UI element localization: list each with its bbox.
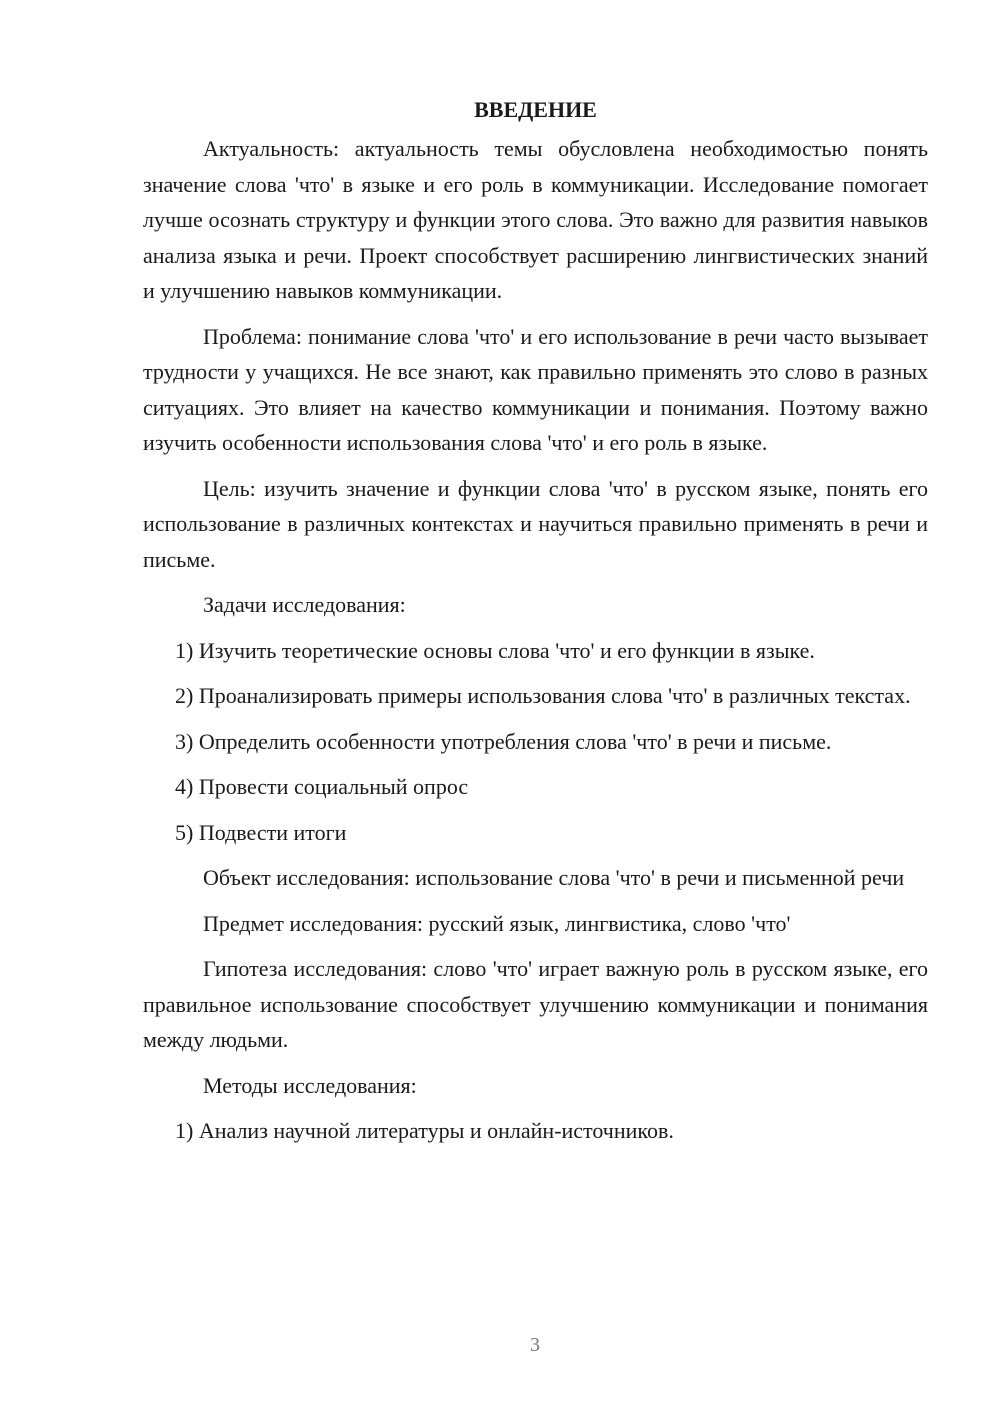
tasks-heading: Задачи исследования:: [203, 592, 406, 617]
page-content: [143, 92, 928, 1149]
paragraph-goal: Цель: изучить значение и функции слова 'что' в русском языке, понять его использование в различных контекстах и научиться правильно применять в речи и письме.: [143, 475, 928, 572]
task-item-5: 5) Подвести итоги: [175, 819, 347, 845]
task-item-2: 2) Проанализировать примеры использования слова 'что' в различных текстах.: [175, 683, 911, 708]
page-title: ВВЕДЕНИЕ: [474, 97, 597, 122]
paragraph-relevance: Актуальность: актуальность темы обусловлена необходимостью понять значение слова 'что' в языке и его роль в коммуникации. Исследование помогает лучше осознать структуру и функции этого слова. Это важно для развития навыков анализа языка и речи. Проект способствует расширению лингвистических знаний и улучшению навыков коммуникации.: [143, 136, 928, 303]
method-item-1: 1) Анализ научной литературы и онлайн-источников.: [175, 1118, 674, 1143]
task-item-4: 4) Провести социальный опрос: [175, 774, 469, 799]
paragraph-object: Объект исследования: использование слова 'что' в речи и письменной речи: [203, 865, 905, 890]
page-number: 3: [530, 1334, 540, 1356]
paragraph-hypothesis: Гипотеза исследования: слово 'что' играет важную роль в русском языке, его правильное использование способствует улучшению коммуникации и понимания между людьми.: [143, 956, 928, 1052]
task-item-3: 3) Определить особенности употребления слова 'что' в речи и письме.: [175, 728, 832, 754]
paragraph-subject: Предмет исследования: русский язык, лингвистика, слово 'что': [203, 910, 791, 936]
task-item-1: 1) Изучить теоретические основы слова 'что' и его функции в языке.: [175, 637, 815, 663]
paragraph-problem: Проблема: понимание слова 'что' и его использование в речи часто вызывает трудности у учащихся. Не все знают, как правильно применять это слово в разных ситуациях. Это влияет на качество коммуникации и понимания. Поэтому важно изучить особенности использования слова 'что' и его роль в языке.: [143, 323, 928, 455]
methods-heading: Методы исследования:: [203, 1072, 417, 1098]
